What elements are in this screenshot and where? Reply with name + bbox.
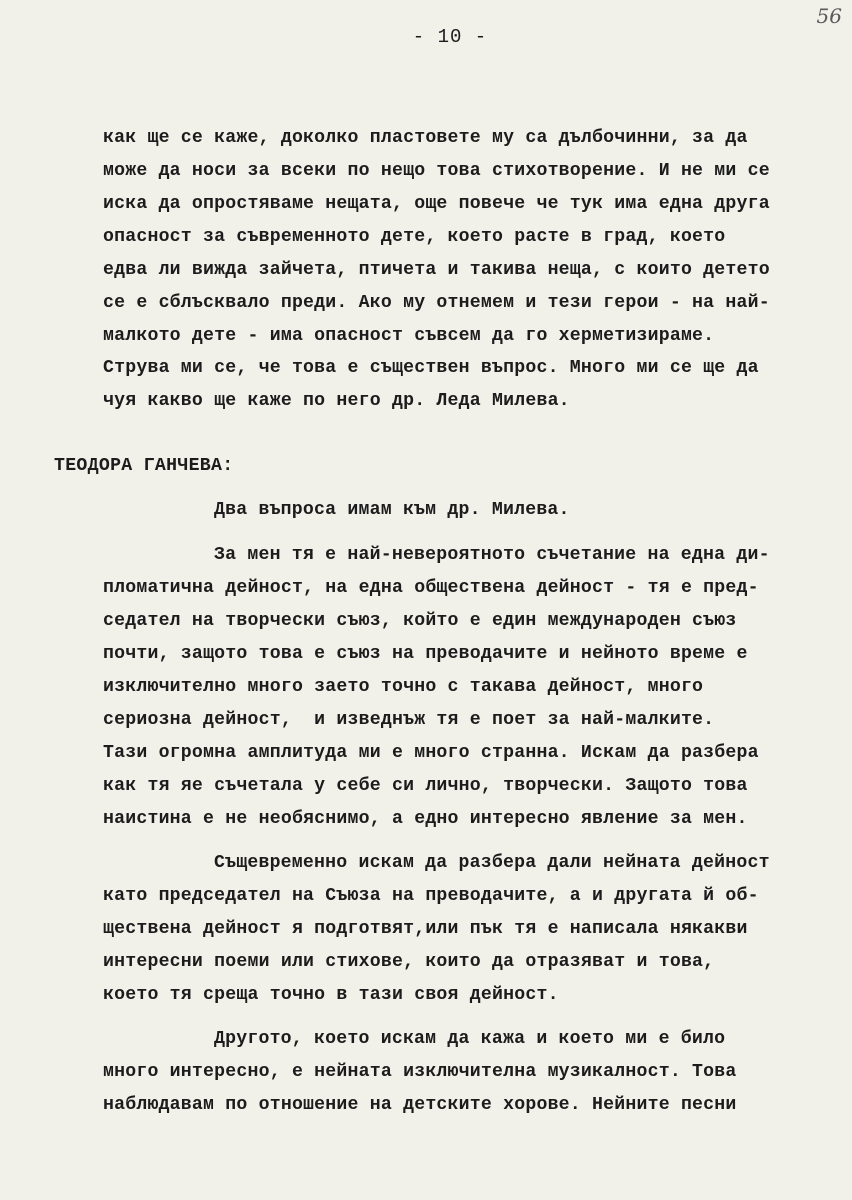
- text-line: изключително много заето точно с такава дейност, много: [103, 677, 704, 697]
- text-line: наистина е не необяснимо, а едно интересно явление за мен.: [103, 809, 748, 829]
- text-line: За мен тя е най-невероятното съчетание на една ди-: [214, 545, 770, 565]
- text-line: ществена дейност я подготвят,или пък тя е написала някакви: [103, 919, 748, 939]
- text-line: Другото, което искам да кажа и което ми е било: [214, 1029, 726, 1049]
- text-line: опасност за съвременното дете, което расте в град, което: [103, 227, 726, 247]
- text-line: малкото дете - има опасност съвсем да го херметизираме.: [103, 326, 715, 346]
- text-line: Същевременно искам да разбера дали нейната дейност: [214, 853, 770, 873]
- text-line: може да носи за всеки по нещо това стихотворение. И не ми се: [103, 161, 770, 181]
- text-line: пломатична дейност, на една обществена дейност - тя е пред-: [103, 578, 759, 598]
- text-line: Струва ми се, че това е съществен въпрос. Много ми се ще да: [103, 358, 759, 378]
- text-line: се е сблъсквало преди. Ако му отнемем и тези герои - на най-: [103, 293, 770, 313]
- text-line: едва ли вижда зайчета, птичета и такива неща, с които детето: [103, 260, 770, 280]
- text-line: наблюдавам по отношение на детските хорове. Нейните песни: [103, 1095, 737, 1115]
- text-line: почти, защото това е съюз на преводачите и нейното време е: [103, 644, 748, 664]
- text-line: сериозна дейност, и изведнъж тя е поет за най-малките.: [103, 710, 715, 730]
- text-line: седател на творчески съюз, който е един международен съюз: [103, 611, 737, 631]
- text-line: иска да опростяваме нещата, още повече че тук има една друга: [103, 194, 770, 214]
- text-line: което тя среща точно в тази своя дейност.: [103, 985, 559, 1005]
- text-line: като председател на Съюза на преводачите, а и другата й об-: [103, 886, 759, 906]
- text-line: как ще се каже, доколко пластовете му са дълбочинни, за да: [103, 128, 748, 148]
- text-line: как тя яе съчетала у себе си лично, творчески. Защото това: [103, 776, 748, 796]
- text-line: чуя какво ще каже по него др. Леда Милева.: [103, 391, 570, 411]
- text-line: много интересно, е нейната изключителна музикалност. Това: [103, 1062, 737, 1082]
- speaker-name: ТЕОДОРА ГАНЧЕВА:: [54, 456, 234, 476]
- text-line: Тази огромна амплитуда ми е много странна. Искам да разбера: [103, 743, 759, 763]
- page-number: - 10 -: [412, 26, 488, 48]
- folio-number: 56: [816, 4, 842, 28]
- text-line: Два въпроса имам към др. Милева.: [214, 500, 570, 520]
- text-line: интересни поеми или стихове, които да отразяват и това,: [103, 952, 715, 972]
